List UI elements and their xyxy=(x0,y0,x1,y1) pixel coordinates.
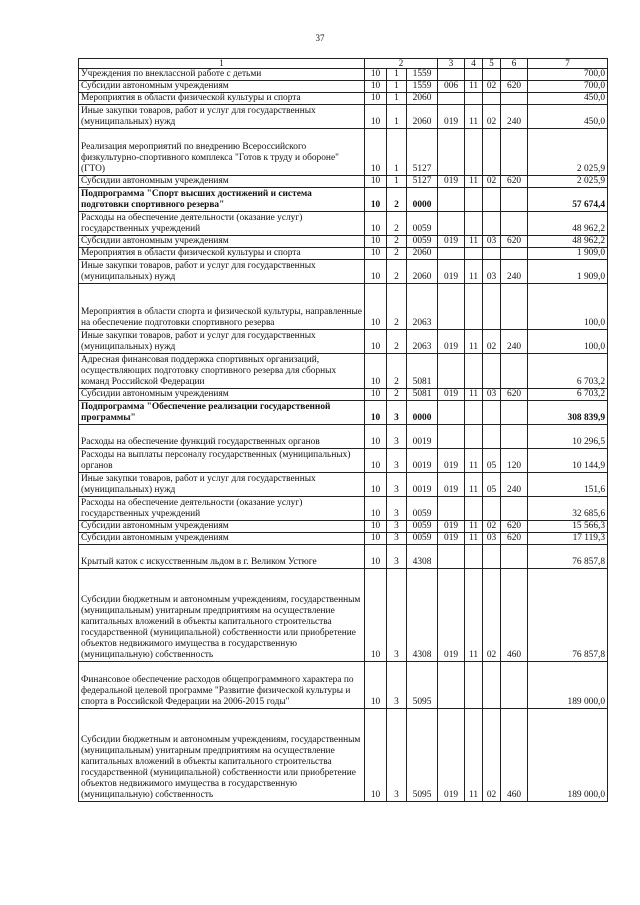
row-code-subsection: 2 xyxy=(387,248,407,260)
row-code-section: 10 xyxy=(365,473,387,497)
row-amount: 450,0 xyxy=(528,105,608,129)
row-amount: 100,0 xyxy=(528,284,608,330)
row-code-subsection: 3 xyxy=(387,545,407,569)
row-description: Адресная финансовая поддержка спортивных организаций, осуществляющих подготовку спортивного резерва для сборных команд Российской Федерации xyxy=(79,354,365,389)
budget-table xyxy=(78,58,608,802)
row-code-subsection: 3 xyxy=(387,473,407,497)
row-code-chapter xyxy=(465,69,483,81)
row-code-article: 5081 xyxy=(407,389,438,401)
row-amount: 700,0 xyxy=(528,69,608,81)
row-description: Расходы на выплаты персоналу государственных (муниципальных) органов xyxy=(79,449,365,473)
row-code-subchapter: 03 xyxy=(483,260,501,284)
header-col-1: 1 xyxy=(79,59,365,69)
row-code-section: 10 xyxy=(365,497,387,521)
row-amount: 10 296,5 xyxy=(528,425,608,449)
row-code-subsection: 2 xyxy=(387,260,407,284)
row-code-ministry: 019 xyxy=(438,533,465,545)
header-col-2: 2 xyxy=(365,59,438,69)
row-code-ministry: 019 xyxy=(438,473,465,497)
row-code-subchapter: 02 xyxy=(483,709,501,802)
row-code-expense-type: 620 xyxy=(501,521,528,533)
row-code-subsection: 2 xyxy=(387,330,407,354)
row-code-subchapter xyxy=(483,354,501,389)
row-code-section: 10 xyxy=(365,212,387,236)
row-code-subchapter xyxy=(483,545,501,569)
row-code-expense-type: 240 xyxy=(501,260,528,284)
row-amount: 151,6 xyxy=(528,473,608,497)
row-amount: 6 703,2 xyxy=(528,354,608,389)
row-description: Субсидии бюджетным и автономным учреждениям, государственным (муниципальным) унитарным предприятиям на осуществление капитальных вложений в объекты капитального строительства государственной (муниципальной) собственности или приобретение объектов недвижимого имущества в государственную (муниципальную) собственность xyxy=(79,709,365,802)
row-code-chapter: 11 xyxy=(465,521,483,533)
row-code-article: 0059 xyxy=(407,212,438,236)
row-description: Крытый каток с искусственным льдом в г. Великом Устюге xyxy=(79,545,365,569)
row-description: Расходы на обеспечение деятельности (оказание услуг) государственных учреждений xyxy=(79,497,365,521)
table-row xyxy=(79,129,608,176)
row-code-ministry xyxy=(438,354,465,389)
row-amount: 32 685,6 xyxy=(528,497,608,521)
row-description: Субсидии бюджетным и автономным учреждениям, государственным (муниципальным) унитарным предприятиям на осуществление капитальных вложений в объекты капитального строительства государственной (муниципальной) собственности или приобретение объектов недвижимого имущества в государственную (муниципальную) собственность xyxy=(79,569,365,662)
row-amount: 308 839,9 xyxy=(528,401,608,425)
row-description: Субсидии автономным учреждениям xyxy=(79,389,365,401)
row-description: Субсидии автономным учреждениям xyxy=(79,533,365,545)
row-code-section: 10 xyxy=(365,521,387,533)
row-code-article: 0019 xyxy=(407,449,438,473)
row-code-subsection: 2 xyxy=(387,236,407,248)
row-code-section: 10 xyxy=(365,260,387,284)
row-description: Учреждения по внеклассной работе с детьми xyxy=(79,69,365,81)
table-row xyxy=(79,248,608,260)
table-header-row xyxy=(79,59,608,69)
row-code-ministry: 019 xyxy=(438,176,465,188)
row-amount: 76 857,8 xyxy=(528,569,608,662)
row-amount: 76 857,8 xyxy=(528,545,608,569)
row-code-ministry xyxy=(438,497,465,521)
row-code-article: 0019 xyxy=(407,473,438,497)
row-code-section: 10 xyxy=(365,449,387,473)
row-code-section: 10 xyxy=(365,69,387,81)
row-code-subchapter xyxy=(483,69,501,81)
row-code-section: 10 xyxy=(365,545,387,569)
row-amount: 48 962,2 xyxy=(528,236,608,248)
header-col-4: 4 xyxy=(465,59,483,69)
row-code-chapter xyxy=(465,425,483,449)
row-code-expense-type: 240 xyxy=(501,105,528,129)
row-code-section: 10 xyxy=(365,129,387,176)
row-code-section: 10 xyxy=(365,105,387,129)
row-code-subchapter: 02 xyxy=(483,105,501,129)
row-description: Иные закупки товаров, работ и услуг для государственных (муниципальных) нужд xyxy=(79,105,365,129)
row-code-subsection: 3 xyxy=(387,569,407,662)
row-code-expense-type xyxy=(501,284,528,330)
table-row xyxy=(79,497,608,521)
table-row xyxy=(79,449,608,473)
row-amount: 1 909,0 xyxy=(528,260,608,284)
row-code-article: 4308 xyxy=(407,569,438,662)
row-code-section: 10 xyxy=(365,284,387,330)
row-code-chapter: 11 xyxy=(465,569,483,662)
row-code-chapter xyxy=(465,93,483,105)
row-code-expense-type xyxy=(501,401,528,425)
row-code-expense-type: 620 xyxy=(501,236,528,248)
table-row xyxy=(79,188,608,212)
row-code-ministry: 019 xyxy=(438,260,465,284)
row-code-expense-type xyxy=(501,662,528,709)
row-code-subchapter: 02 xyxy=(483,569,501,662)
row-code-chapter: 11 xyxy=(465,81,483,93)
row-code-expense-type xyxy=(501,354,528,389)
row-code-expense-type xyxy=(501,93,528,105)
row-code-article: 5127 xyxy=(407,176,438,188)
table-row xyxy=(79,401,608,425)
row-code-expense-type: 620 xyxy=(501,81,528,93)
row-code-chapter xyxy=(465,248,483,260)
row-code-article: 0000 xyxy=(407,188,438,212)
row-code-article: 2063 xyxy=(407,330,438,354)
table-row xyxy=(79,212,608,236)
row-code-expense-type: 240 xyxy=(501,473,528,497)
table-row xyxy=(79,569,608,662)
row-description: Субсидии автономным учреждениям xyxy=(79,176,365,188)
page-number: 37 xyxy=(315,33,325,43)
row-code-subchapter xyxy=(483,401,501,425)
row-code-ministry xyxy=(438,401,465,425)
row-code-expense-type: 620 xyxy=(501,533,528,545)
table-row xyxy=(79,354,608,389)
row-code-article: 2060 xyxy=(407,248,438,260)
row-code-article: 0059 xyxy=(407,521,438,533)
row-code-subchapter: 03 xyxy=(483,533,501,545)
row-code-subchapter xyxy=(483,662,501,709)
row-code-subchapter: 02 xyxy=(483,521,501,533)
row-code-subsection: 1 xyxy=(387,69,407,81)
row-code-subsection: 3 xyxy=(387,662,407,709)
row-code-subsection: 3 xyxy=(387,521,407,533)
row-code-subchapter xyxy=(483,212,501,236)
row-description: Расходы на обеспечение деятельности (оказание услуг) государственных учреждений xyxy=(79,212,365,236)
table-row xyxy=(79,473,608,497)
row-code-chapter: 11 xyxy=(465,260,483,284)
row-code-expense-type xyxy=(501,188,528,212)
row-code-ministry: 019 xyxy=(438,389,465,401)
row-code-subchapter: 03 xyxy=(483,389,501,401)
table-row xyxy=(79,176,608,188)
row-code-section: 10 xyxy=(365,709,387,802)
row-code-ministry xyxy=(438,93,465,105)
row-amount: 189 000,0 xyxy=(528,709,608,802)
row-code-section: 10 xyxy=(365,569,387,662)
row-code-subsection: 2 xyxy=(387,389,407,401)
row-code-section: 10 xyxy=(365,236,387,248)
row-code-subsection: 3 xyxy=(387,449,407,473)
row-code-section: 10 xyxy=(365,533,387,545)
row-code-subchapter: 02 xyxy=(483,176,501,188)
row-code-subsection: 2 xyxy=(387,354,407,389)
row-code-ministry: 019 xyxy=(438,709,465,802)
row-code-subsection: 1 xyxy=(387,105,407,129)
row-code-chapter xyxy=(465,401,483,425)
row-code-subsection: 3 xyxy=(387,425,407,449)
header-col-7: 7 xyxy=(528,59,608,69)
table-row xyxy=(79,533,608,545)
row-code-subsection: 1 xyxy=(387,176,407,188)
row-code-article: 2060 xyxy=(407,105,438,129)
row-code-subchapter xyxy=(483,188,501,212)
row-code-chapter: 11 xyxy=(465,449,483,473)
row-code-ministry xyxy=(438,69,465,81)
row-code-article: 5095 xyxy=(407,662,438,709)
row-code-expense-type: 460 xyxy=(501,709,528,802)
row-code-subsection: 2 xyxy=(387,188,407,212)
row-description: Подпрограмма "Спорт высших достижений и система подготовки спортивного резерва" xyxy=(79,188,365,212)
row-code-subchapter xyxy=(483,129,501,176)
row-code-section: 10 xyxy=(365,662,387,709)
row-amount: 100,0 xyxy=(528,330,608,354)
row-code-expense-type: 120 xyxy=(501,449,528,473)
row-code-subchapter xyxy=(483,93,501,105)
table-row xyxy=(79,236,608,248)
row-code-article: 2063 xyxy=(407,284,438,330)
row-amount: 15 566,3 xyxy=(528,521,608,533)
row-code-ministry xyxy=(438,129,465,176)
row-code-article: 2060 xyxy=(407,93,438,105)
row-code-ministry: 019 xyxy=(438,236,465,248)
row-amount: 48 962,2 xyxy=(528,212,608,236)
row-amount: 6 703,2 xyxy=(528,389,608,401)
row-code-chapter: 11 xyxy=(465,105,483,129)
header-col-3: 3 xyxy=(438,59,465,69)
table-row xyxy=(79,330,608,354)
row-code-section: 10 xyxy=(365,354,387,389)
table-row xyxy=(79,545,608,569)
table-row xyxy=(79,284,608,330)
row-code-article: 0059 xyxy=(407,497,438,521)
row-code-subsection: 3 xyxy=(387,497,407,521)
row-code-article: 5127 xyxy=(407,129,438,176)
row-code-subsection: 2 xyxy=(387,284,407,330)
row-code-expense-type xyxy=(501,545,528,569)
row-code-article: 0059 xyxy=(407,236,438,248)
row-code-subsection: 3 xyxy=(387,709,407,802)
row-code-ministry: 006 xyxy=(438,81,465,93)
row-code-chapter xyxy=(465,212,483,236)
row-amount: 700,0 xyxy=(528,81,608,93)
row-amount: 17 119,3 xyxy=(528,533,608,545)
row-code-section: 10 xyxy=(365,93,387,105)
row-code-article: 0019 xyxy=(407,425,438,449)
row-code-section: 10 xyxy=(365,425,387,449)
row-code-subsection: 3 xyxy=(387,533,407,545)
row-code-subsection: 1 xyxy=(387,81,407,93)
row-code-ministry: 019 xyxy=(438,105,465,129)
row-amount: 450,0 xyxy=(528,93,608,105)
row-code-chapter: 11 xyxy=(465,330,483,354)
row-description: Подпрограмма "Обеспечение реализации государственной программы" xyxy=(79,401,365,425)
row-description: Иные закупки товаров, работ и услуг для государственных (муниципальных) нужд xyxy=(79,473,365,497)
row-code-subsection: 1 xyxy=(387,129,407,176)
row-code-ministry: 019 xyxy=(438,449,465,473)
row-amount: 2 025,9 xyxy=(528,129,608,176)
row-code-subchapter: 02 xyxy=(483,330,501,354)
row-code-expense-type xyxy=(501,497,528,521)
row-code-chapter: 11 xyxy=(465,473,483,497)
row-code-chapter xyxy=(465,354,483,389)
table-row xyxy=(79,389,608,401)
row-code-expense-type xyxy=(501,129,528,176)
row-code-chapter xyxy=(465,284,483,330)
row-code-chapter: 11 xyxy=(465,176,483,188)
row-code-ministry xyxy=(438,248,465,260)
row-description: Расходы на обеспечение функций государственных органов xyxy=(79,425,365,449)
row-description: Мероприятия в области физической культуры и спорта xyxy=(79,93,365,105)
row-description: Финансовое обеспечение расходов общепрограммного характера по федеральной целевой программе "Развитие физической культуры и спорта в Российской Федерации на 2006-2015 годы" xyxy=(79,662,365,709)
row-code-ministry: 019 xyxy=(438,521,465,533)
row-code-section: 10 xyxy=(365,330,387,354)
row-code-chapter xyxy=(465,188,483,212)
row-code-ministry xyxy=(438,188,465,212)
table-row xyxy=(79,521,608,533)
row-code-ministry xyxy=(438,545,465,569)
row-code-article: 0000 xyxy=(407,401,438,425)
row-code-ministry xyxy=(438,662,465,709)
row-description: Иные закупки товаров, работ и услуг для государственных (муниципальных) нужд xyxy=(79,330,365,354)
table-body xyxy=(79,69,608,802)
row-amount: 2 025,9 xyxy=(528,176,608,188)
row-description: Реализация мероприятий по внедрению Всероссийского физкультурно-спортивного комплекса "Готов к труду и обороне" (ГТО) xyxy=(79,129,365,176)
row-code-subchapter xyxy=(483,284,501,330)
table-row xyxy=(79,81,608,93)
row-code-expense-type xyxy=(501,248,528,260)
row-code-subchapter xyxy=(483,248,501,260)
header-col-5: 5 xyxy=(483,59,501,69)
row-code-ministry: 019 xyxy=(438,569,465,662)
row-code-subchapter: 05 xyxy=(483,449,501,473)
row-description: Субсидии автономным учреждениям xyxy=(79,81,365,93)
row-code-subsection: 1 xyxy=(387,93,407,105)
table-row xyxy=(79,69,608,81)
row-code-ministry: 019 xyxy=(438,330,465,354)
row-description: Иные закупки товаров, работ и услуг для государственных (муниципальных) нужд xyxy=(79,260,365,284)
row-code-chapter xyxy=(465,662,483,709)
row-code-subsection: 3 xyxy=(387,401,407,425)
row-amount: 10 144,9 xyxy=(528,449,608,473)
row-code-subchapter: 03 xyxy=(483,236,501,248)
row-code-expense-type xyxy=(501,425,528,449)
row-description: Мероприятия в области спорта и физической культуры, направленные на обеспечение подготовки спортивного резерва xyxy=(79,284,365,330)
row-code-section: 10 xyxy=(365,188,387,212)
header-col-6: 6 xyxy=(501,59,528,69)
row-code-ministry xyxy=(438,284,465,330)
row-code-section: 10 xyxy=(365,401,387,425)
row-code-ministry xyxy=(438,425,465,449)
row-amount: 57 674,4 xyxy=(528,188,608,212)
row-code-chapter: 11 xyxy=(465,389,483,401)
row-code-article: 1559 xyxy=(407,81,438,93)
row-code-chapter xyxy=(465,545,483,569)
row-code-expense-type: 460 xyxy=(501,569,528,662)
table-row xyxy=(79,105,608,129)
row-description: Субсидии автономным учреждениям xyxy=(79,521,365,533)
row-code-section: 10 xyxy=(365,81,387,93)
row-code-chapter: 11 xyxy=(465,236,483,248)
row-amount: 189 000,0 xyxy=(528,662,608,709)
row-code-expense-type xyxy=(501,69,528,81)
table-row xyxy=(79,709,608,802)
row-code-subsection: 2 xyxy=(387,212,407,236)
row-code-chapter: 11 xyxy=(465,709,483,802)
row-code-subchapter: 02 xyxy=(483,81,501,93)
row-code-expense-type: 240 xyxy=(501,330,528,354)
row-code-chapter xyxy=(465,129,483,176)
row-code-ministry xyxy=(438,212,465,236)
table-row xyxy=(79,260,608,284)
row-code-chapter xyxy=(465,497,483,521)
row-description: Субсидии автономным учреждениям xyxy=(79,236,365,248)
row-description: Мероприятия в области физической культуры и спорта xyxy=(79,248,365,260)
table-row xyxy=(79,662,608,709)
row-code-subchapter xyxy=(483,497,501,521)
row-code-expense-type: 620 xyxy=(501,176,528,188)
row-code-article: 2060 xyxy=(407,260,438,284)
row-code-article: 4308 xyxy=(407,545,438,569)
row-code-section: 10 xyxy=(365,389,387,401)
row-code-expense-type: 620 xyxy=(501,389,528,401)
table-row xyxy=(79,93,608,105)
row-amount: 1 909,0 xyxy=(528,248,608,260)
row-code-subchapter: 05 xyxy=(483,473,501,497)
row-code-article: 5081 xyxy=(407,354,438,389)
row-code-section: 10 xyxy=(365,176,387,188)
row-code-expense-type xyxy=(501,212,528,236)
row-code-section: 10 xyxy=(365,248,387,260)
row-code-chapter: 11 xyxy=(465,533,483,545)
row-code-article: 1559 xyxy=(407,69,438,81)
row-code-article: 5095 xyxy=(407,709,438,802)
row-code-article: 0059 xyxy=(407,533,438,545)
row-code-subchapter xyxy=(483,425,501,449)
table-row xyxy=(79,425,608,449)
